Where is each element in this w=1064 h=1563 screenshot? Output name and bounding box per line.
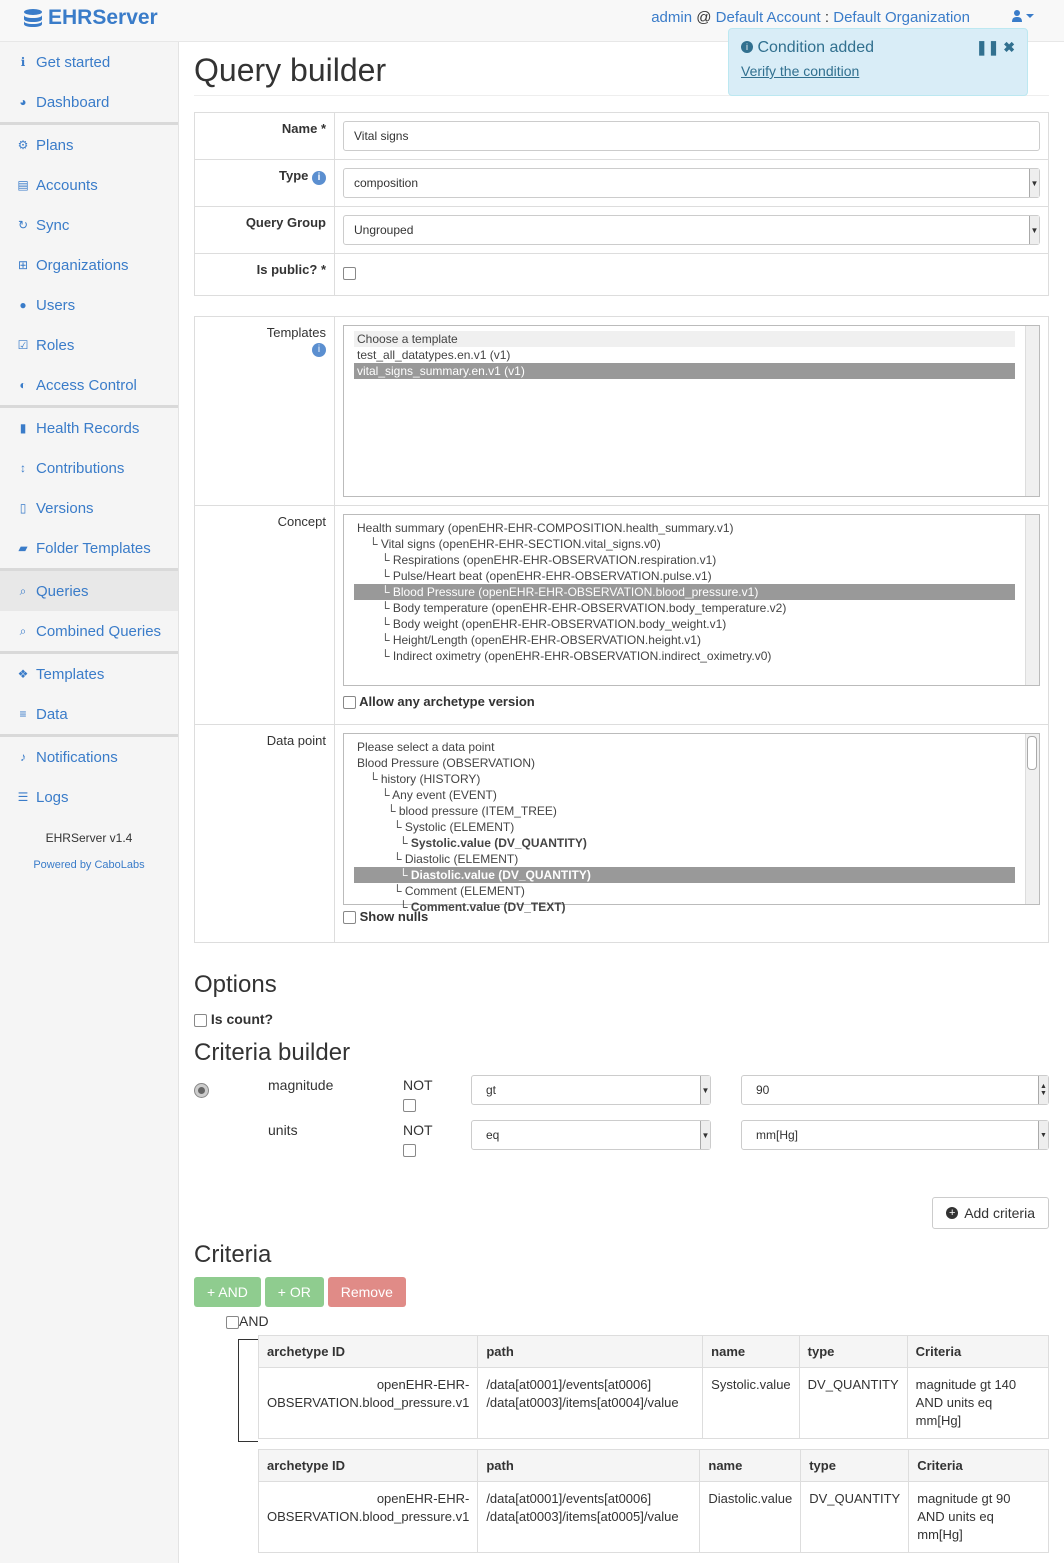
list-item[interactable]: └ Comment.value (DV_TEXT) xyxy=(399,900,566,914)
list-item[interactable]: └ Vital signs (openEHR-EHR-SECTION.vital_signs.v0) xyxy=(369,537,661,551)
list-item[interactable]: └ Indirect oximetry (openEHR-EHR-OBSERVATION.indirect_oximetry.v0) xyxy=(381,649,772,663)
spinner-icon[interactable]: ▲ ▼ xyxy=(1038,1076,1048,1104)
type-label: Type xyxy=(278,168,309,183)
is-count-label: Is count? xyxy=(210,1011,274,1027)
name-input-value: Vital signs xyxy=(354,129,409,143)
list-item[interactable]: └ Pulse/Heart beat (openEHR-EHR-OBSERVATION.pulse.v1) xyxy=(381,569,712,583)
file-icon: ▯ xyxy=(19,501,27,515)
list-icon: ☰ xyxy=(17,790,29,804)
info-icon[interactable]: i xyxy=(312,171,326,185)
sidebar-item-combined-queries[interactable] xyxy=(0,611,178,651)
column-header: Criteria xyxy=(909,1450,1049,1482)
column-header: archetype ID xyxy=(259,1336,478,1368)
user-icon: ● xyxy=(19,298,27,312)
concept-listbox[interactable] xyxy=(343,514,1040,686)
list-item[interactable]: Health summary (openEHR-EHR-COMPOSITION.health_summary.v1) xyxy=(357,521,734,535)
column-header: name xyxy=(700,1450,801,1482)
database-icon: ≡ xyxy=(19,707,27,721)
list-item[interactable]: └ Respirations (openEHR-EHR-OBSERVATION.respiration.v1) xyxy=(381,553,717,567)
sidebar-item-versions[interactable] xyxy=(0,488,178,528)
add-or-button[interactable]: + OR xyxy=(265,1277,324,1307)
criteria-value: mm[Hg] xyxy=(756,1128,798,1142)
user-menu-button[interactable] xyxy=(1012,9,1034,28)
list-item[interactable]: └ Diastolic (ELEMENT) xyxy=(393,852,519,866)
sidebar-item-label: Get started xyxy=(36,53,111,71)
info-icon[interactable]: i xyxy=(312,343,326,357)
chevron-down-icon: ▼ xyxy=(1038,1121,1048,1149)
chevron-down-icon: ▼ xyxy=(1029,169,1039,197)
sidebar-item-queries[interactable] xyxy=(0,571,178,611)
sitemap-icon: ⊞ xyxy=(17,258,29,272)
powered-by-link[interactable]: Powered by CaboLabs xyxy=(33,859,145,871)
info-circle-icon: i xyxy=(741,41,753,53)
criteria-value: 90 xyxy=(756,1083,770,1097)
query-form-table xyxy=(194,112,1049,296)
sidebar-item-accounts[interactable] xyxy=(0,165,178,205)
sidebar-item-templates[interactable] xyxy=(0,654,178,694)
column-header: name xyxy=(703,1336,799,1368)
type-label-cell xyxy=(195,160,335,207)
sidebar-item-logs[interactable] xyxy=(0,777,178,817)
table-row xyxy=(259,1482,1049,1553)
user-icon xyxy=(1012,9,1034,25)
sidebar-item-data[interactable] xyxy=(0,694,178,734)
list-item[interactable]: └ Body weight (openEHR-EHR-OBSERVATION.body_weight.v1) xyxy=(381,617,727,631)
not-checkbox[interactable] xyxy=(403,1144,416,1157)
cell-criteria: magnitude gt 140 AND units eq mm[Hg] xyxy=(907,1368,1048,1439)
list-item[interactable]: Blood Pressure (OBSERVATION) xyxy=(357,756,536,770)
sidebar-item-plans[interactable] xyxy=(0,125,178,165)
data-point-listbox[interactable] xyxy=(343,733,1040,914)
colon-sep: : xyxy=(824,9,830,26)
sidebar-item-notifications[interactable] xyxy=(0,737,178,777)
list-item[interactable]: Choose a template xyxy=(354,331,1015,347)
cell-name: Diastolic.value xyxy=(700,1482,801,1553)
units-select[interactable] xyxy=(741,1120,1049,1150)
list-item[interactable]: └ Height/Length (openEHR-EHR-OBSERVATION.height.v1) xyxy=(381,633,701,647)
close-icon[interactable]: ✖ xyxy=(1003,39,1015,55)
list-item[interactable]: test_all_datatypes.en.v1 (v1) xyxy=(357,348,511,362)
organization-link[interactable]: Default Organization xyxy=(833,9,970,26)
condition-added-alert xyxy=(728,28,1028,96)
criteria-table xyxy=(258,1449,1049,1553)
brand-logo[interactable] xyxy=(22,6,158,30)
name-input[interactable] xyxy=(343,121,1040,151)
sidebar-item-label: Logs xyxy=(36,788,69,806)
version-text: EHRServer v1.4 xyxy=(45,831,133,845)
cell-name: Systolic.value xyxy=(703,1368,799,1439)
add-criteria-button[interactable] xyxy=(932,1197,1049,1229)
page-title: Query builder xyxy=(194,52,1049,96)
add-criteria-label: Add criteria xyxy=(964,1205,1035,1221)
not-label: NOT xyxy=(403,1122,433,1138)
cell-criteria: magnitude gt 90 AND units eq mm[Hg] xyxy=(909,1482,1049,1553)
list-item[interactable]: vital_signs_summary.en.v1 (v1) xyxy=(354,363,1015,379)
criteria-builder-heading: Criteria builder xyxy=(194,1039,351,1066)
is-count-checkbox[interactable] xyxy=(194,1014,207,1027)
sidebar-item-label: Dashboard xyxy=(36,93,110,111)
templates-label-cell xyxy=(195,317,335,506)
templates-listbox[interactable] xyxy=(343,325,1040,497)
list-item[interactable]: └ Body temperature (openEHR-EHR-OBSERVATION.body_temperature.v2) xyxy=(381,601,787,615)
list-item[interactable]: └ Any event (EVENT) xyxy=(381,788,497,802)
sidebar-item-health-records[interactable] xyxy=(0,408,178,448)
cell-path: /data[at0001]/events[at0006] /data[at0003]/items[at0004]/value xyxy=(478,1368,703,1439)
criteria-attribute: units xyxy=(268,1122,298,1138)
arrows-vertical-icon: ↕ xyxy=(20,461,26,475)
cell-archetype: openEHR-EHR-OBSERVATION.blood_pressure.v1 xyxy=(259,1368,478,1439)
criteria-attribute: magnitude xyxy=(268,1077,334,1093)
criteria-tree xyxy=(258,1335,1049,1553)
show-nulls-label: Show nulls xyxy=(359,909,429,924)
table-row xyxy=(259,1368,1049,1439)
verify-condition-link[interactable]: Verify the condition xyxy=(741,63,860,79)
allow-any-version-checkbox[interactable] xyxy=(343,696,356,709)
column-header: path xyxy=(478,1450,700,1482)
pause-icon[interactable]: ❚❚ xyxy=(975,39,1000,55)
sync-icon: ↻ xyxy=(17,218,29,232)
list-item[interactable]: └ Systolic.value (DV_QUANTITY) xyxy=(399,836,587,850)
sidebar-item-label: Sync xyxy=(36,216,70,234)
check-square-icon: ☑ xyxy=(17,338,29,352)
data-point-label: Data point xyxy=(195,725,335,943)
query-group-label: Query Group xyxy=(195,207,335,254)
alert-title: Condition added xyxy=(757,39,874,56)
allow-any-version-label: Allow any archetype version xyxy=(359,694,535,709)
sidebar-item-label: Roles xyxy=(36,336,75,354)
scrollbar[interactable] xyxy=(1025,515,1039,685)
operator-value: gt xyxy=(486,1083,497,1097)
sidebar-item-label: Notifications xyxy=(36,748,118,766)
scrollbar-thumb[interactable] xyxy=(1027,736,1037,770)
name-label: Name * xyxy=(195,113,335,160)
scrollbar[interactable] xyxy=(1025,734,1039,904)
book-icon: ▮ xyxy=(19,421,27,435)
id-card-icon: ▤ xyxy=(17,178,29,192)
database-logo-icon xyxy=(22,7,44,29)
list-item[interactable]: └ Systolic (ELEMENT) xyxy=(393,820,515,834)
sidebar-item-users[interactable] xyxy=(0,285,178,325)
sidebar-item-label: Queries xyxy=(36,582,89,600)
search-icon: ⌕ xyxy=(19,583,27,598)
bell-icon: ♪ xyxy=(20,750,26,764)
sidebar-item-label: Contributions xyxy=(36,459,125,477)
value-number-input[interactable] xyxy=(741,1075,1049,1105)
type-select-value: composition xyxy=(354,176,419,190)
column-header: archetype ID xyxy=(259,1450,478,1482)
list-item[interactable]: └ blood pressure (ITEM_TREE) xyxy=(387,804,557,818)
dashboard-icon: ◕ xyxy=(19,95,27,109)
sidebar-item-label: Organizations xyxy=(36,256,129,274)
list-item[interactable]: Please select a data point xyxy=(357,740,495,754)
not-checkbox[interactable] xyxy=(403,1099,416,1112)
account-link[interactable]: Default Account xyxy=(715,9,821,26)
list-item[interactable]: └ Blood Pressure (openEHR-EHR-OBSERVATION.blood_pressure.v1) xyxy=(354,584,1015,600)
info-icon: ℹ xyxy=(20,55,26,69)
sidebar-item-access-control[interactable] xyxy=(0,365,178,405)
chevron-down-icon: ▼ xyxy=(1029,216,1039,244)
sidebar-item-label: Users xyxy=(36,296,76,314)
sidebar-item-sync[interactable] xyxy=(0,205,178,245)
is-public-checkbox[interactable] xyxy=(343,267,356,280)
scrollbar[interactable] xyxy=(1025,326,1039,496)
type-select[interactable] xyxy=(343,168,1040,198)
remove-button[interactable]: Remove xyxy=(328,1277,406,1307)
sidebar-item-roles[interactable] xyxy=(0,325,178,365)
cell-archetype: openEHR-EHR-OBSERVATION.blood_pressure.v1 xyxy=(259,1482,478,1553)
column-header: type xyxy=(799,1336,907,1368)
shield-icon: ◐ xyxy=(19,378,27,392)
sidebar-item-label: Data xyxy=(36,705,68,723)
cell-type: DV_QUANTITY xyxy=(801,1482,909,1553)
criteria-heading: Criteria xyxy=(194,1241,272,1268)
archetype-selection-table xyxy=(194,316,1049,943)
options-heading: Options xyxy=(194,971,277,998)
folder-open-icon: ▰ xyxy=(18,541,28,555)
column-header: Criteria xyxy=(907,1336,1048,1368)
main-content xyxy=(194,42,1049,1553)
operator-select[interactable] xyxy=(471,1120,711,1150)
criteria-builder xyxy=(194,1075,1049,1175)
operator-value: eq xyxy=(486,1128,500,1142)
sidebar-item-contributions[interactable] xyxy=(0,448,178,488)
sidebar-item-label: Combined Queries xyxy=(36,622,162,640)
list-item[interactable]: └ history (HISTORY) xyxy=(369,772,481,786)
sidebar-item-label: Folder Templates xyxy=(36,539,151,557)
not-label: NOT xyxy=(403,1077,433,1093)
sidebar-item-label: Templates xyxy=(36,665,105,683)
and-group-label: AND xyxy=(239,1313,269,1329)
cubes-icon: ❖ xyxy=(17,667,29,681)
sidebar-nav xyxy=(0,42,178,817)
operator-select[interactable] xyxy=(471,1075,711,1105)
username-link[interactable]: admin xyxy=(651,9,693,26)
cell-path: /data[at0001]/events[at0006] /data[at0003]/items[at0005]/value xyxy=(478,1482,700,1553)
sidebar-item-label: Accounts xyxy=(36,176,98,194)
is-public-label: Is public? * xyxy=(195,254,335,296)
query-group-select[interactable] xyxy=(343,215,1040,245)
add-and-button[interactable]: + AND xyxy=(194,1277,261,1307)
sidebar-item-dashboard[interactable] xyxy=(0,82,178,122)
sidebar-item-folder-templates[interactable] xyxy=(0,528,178,568)
cell-type: DV_QUANTITY xyxy=(799,1368,907,1439)
criteria-radio[interactable] xyxy=(194,1083,209,1098)
column-header: path xyxy=(478,1336,703,1368)
search-icon: ⌕ xyxy=(19,623,27,638)
sidebar-item-organizations[interactable] xyxy=(0,245,178,285)
criteria-table xyxy=(258,1335,1049,1439)
concept-label: Concept xyxy=(195,506,335,725)
query-group-value: Ungrouped xyxy=(354,223,414,237)
templates-label: Templates xyxy=(266,325,326,340)
list-item[interactable]: └ Diastolic.value (DV_QUANTITY) xyxy=(354,867,1015,883)
sidebar-item-label: Versions xyxy=(36,499,94,517)
sidebar-item-label: Health Records xyxy=(36,419,140,437)
chevron-down-icon: ▼ xyxy=(700,1076,710,1104)
account-breadcrumb xyxy=(651,9,970,26)
sidebar-item-get-started[interactable] xyxy=(0,42,178,82)
at-sign: @ xyxy=(696,9,712,26)
plus-circle-icon: + xyxy=(946,1207,958,1219)
list-item[interactable]: └ Comment (ELEMENT) xyxy=(393,884,525,898)
sidebar-item-label: Access Control xyxy=(36,376,137,394)
brand-name: EHRServer xyxy=(48,6,158,29)
column-header: type xyxy=(801,1450,909,1482)
gear-icon: ⚙ xyxy=(17,138,29,152)
and-group-checkbox[interactable] xyxy=(226,1316,239,1329)
chevron-down-icon: ▼ xyxy=(700,1121,710,1149)
sidebar xyxy=(0,42,179,1563)
sidebar-item-label: Plans xyxy=(36,136,74,154)
